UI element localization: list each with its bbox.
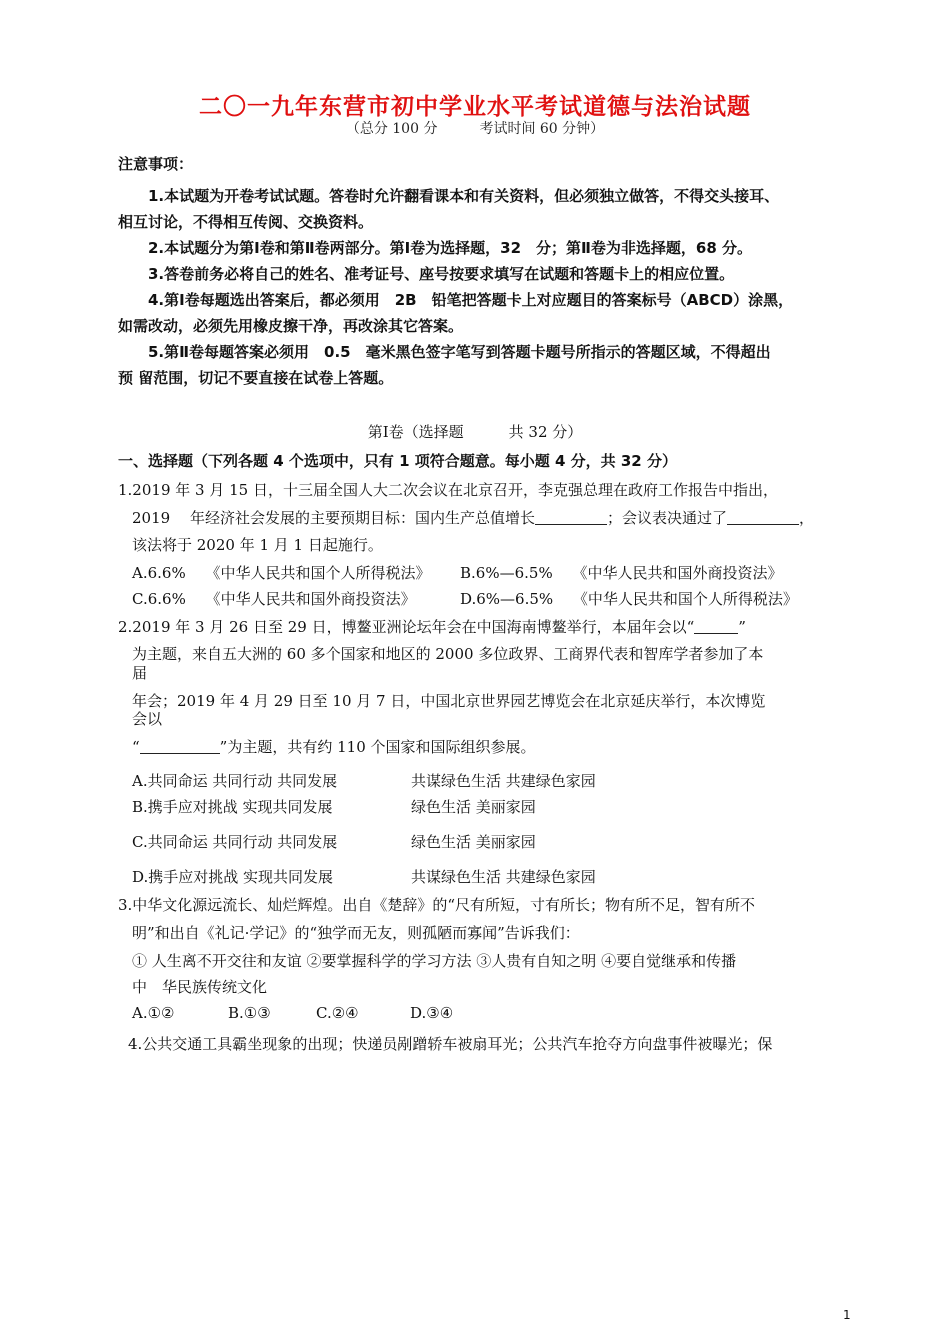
- instructions: [118, 153, 838, 391]
- q2-option-d-second: 共谋绿色生活 共建绿色家园: [411, 868, 596, 886]
- instruction-item: 2.本试题分为第Ⅰ卷和第Ⅱ卷两部分。第Ⅰ卷为选择题，32 分；第Ⅱ卷为非选择题，68 分。: [148, 239, 753, 257]
- q2-option-a: A.共同命运 共同行动 共同发展: [132, 772, 338, 790]
- answer-blank: [535, 510, 607, 525]
- q1-option-a: A.6.6% 《中华人民共和国个人所得税法》: [132, 564, 431, 582]
- instructions-heading: 注意事项：: [118, 155, 194, 173]
- q3-line: 中 华民族传统文化: [132, 978, 268, 996]
- instruction-item: 4.第Ⅰ卷每题选出答案后，都必须用 2B 铅笔把答题卡上对应题目的答案标号（ABCD）涂黑， 如需改动，必须先用橡皮擦干净，再改涂其它答案。: [118, 291, 794, 335]
- q3-line: ① 人生离不开交往和友谊 ②要掌握科学的学习方法 ③人贵有自知之明 ④要自觉继承和传播: [132, 952, 737, 970]
- q1-option-d: D.6%—6.5% 《中华人民共和国个人所得税法》: [460, 590, 798, 608]
- instruction-item: 3.答卷前务必将自己的姓名、准考证号、座号按要求填写在试题和答题卡上的相应位置。: [148, 265, 735, 283]
- q3-line: 明”和出自《礼记·学记》的“独学而无友，则孤陋而寡闻”告诉我们：: [132, 924, 580, 942]
- q2-option-c: C.共同命运 共同行动 共同发展: [132, 833, 338, 851]
- q4-line: 4.公共交通工具霸坐现象的出现；快递员剐蹭轿车被扇耳光；公共汽车抢夺方向盘事件被曝光；保: [128, 1035, 773, 1053]
- section-heading: 一、选择题（下列各题 4 个选项中，只有 1 项符合题意。每小题 4 分，共 32 分）: [118, 452, 677, 470]
- q1-option-c: C.6.6% 《中华人民共和国外商投资法》: [132, 590, 416, 608]
- q1-line: 该法将于 2020 年 1 月 1 日起施行。: [132, 536, 383, 554]
- q1-line: 2019 年经济社会发展的主要预期目标：国内生产总值增长 ；会议表决通过了 ，: [132, 509, 814, 527]
- q3-option-d: D.③④: [410, 1004, 454, 1022]
- q2-line: 2.2019 年 3 月 26 日至 29 日，博鳌亚洲论坛年会在中国海南博鳌举行，本届年会以“ ”: [118, 618, 746, 636]
- q2-line: 为主题，来自五大洲的 60 多个国家和地区的 2000 多位政界、工商界代表和智库学者参加了本: [132, 645, 764, 663]
- q2-line: “ ”为主题，共有约 110 个国家和国际组织参展。: [132, 738, 536, 756]
- instruction-item: 1.本试题为开卷考试试题。答卷时允许翻看课本和有关资料，但必须独立做答，不得交头接耳、 相互讨论，不得相互传阅、交换资料。: [118, 187, 780, 231]
- q2-line: 年会；2019 年 4 月 29 日至 10 月 7 日，中国北京世界园艺博览会在北京延庆举行，本次博览: [132, 692, 766, 710]
- answer-blank: [140, 739, 220, 754]
- instruction-item: 5.第Ⅱ卷每题答案必须用 0.5 毫米黑色签字笔写到答题卡题号所指示的答题区域，不得超出 预 留范围，切记不要直接在试卷上答题。: [118, 343, 771, 387]
- q2-option-d: D.携手应对挑战 实现共同发展: [132, 868, 334, 886]
- q2-line: 会以: [132, 710, 163, 728]
- answer-blank: [694, 619, 738, 634]
- answer-blank: [727, 510, 799, 525]
- exam-title: 二〇一九年东营市初中学业水平考试道德与法治试题: [199, 94, 751, 120]
- exam-subtitle: （总分 100 分 考试时间 60 分钟）: [345, 121, 605, 137]
- q3-option-a: A.①②: [132, 1004, 175, 1022]
- page-number: 1: [843, 1308, 851, 1322]
- q2-option-b-second: 绿色生活 美丽家园: [411, 798, 536, 816]
- q3-line: 3.中华文化源远流长、灿烂辉煌。出自《楚辞》的“尺有所短，寸有所长；物有所不足，智有所不: [118, 896, 755, 914]
- q2-option-b: B.携手应对挑战 实现共同发展: [132, 798, 333, 816]
- q3-option-c: C.②④: [316, 1004, 359, 1022]
- q2-option-a-second: 共谋绿色生活 共建绿色家园: [411, 772, 596, 790]
- q3-option-b: B.①③: [228, 1004, 271, 1022]
- q1-line: 1.2019 年 3 月 15 日，十三届全国人大二次会议在北京召开，李克强总理在政府工作报告中指出，: [118, 481, 778, 499]
- section-title: 第Ⅰ卷（选择题 共 32 分）: [367, 423, 583, 441]
- q2-option-c-second: 绿色生活 美丽家园: [411, 833, 536, 851]
- q2-line: 届: [132, 664, 148, 682]
- q1-option-b: B.6%—6.5% 《中华人民共和国外商投资法》: [460, 564, 783, 582]
